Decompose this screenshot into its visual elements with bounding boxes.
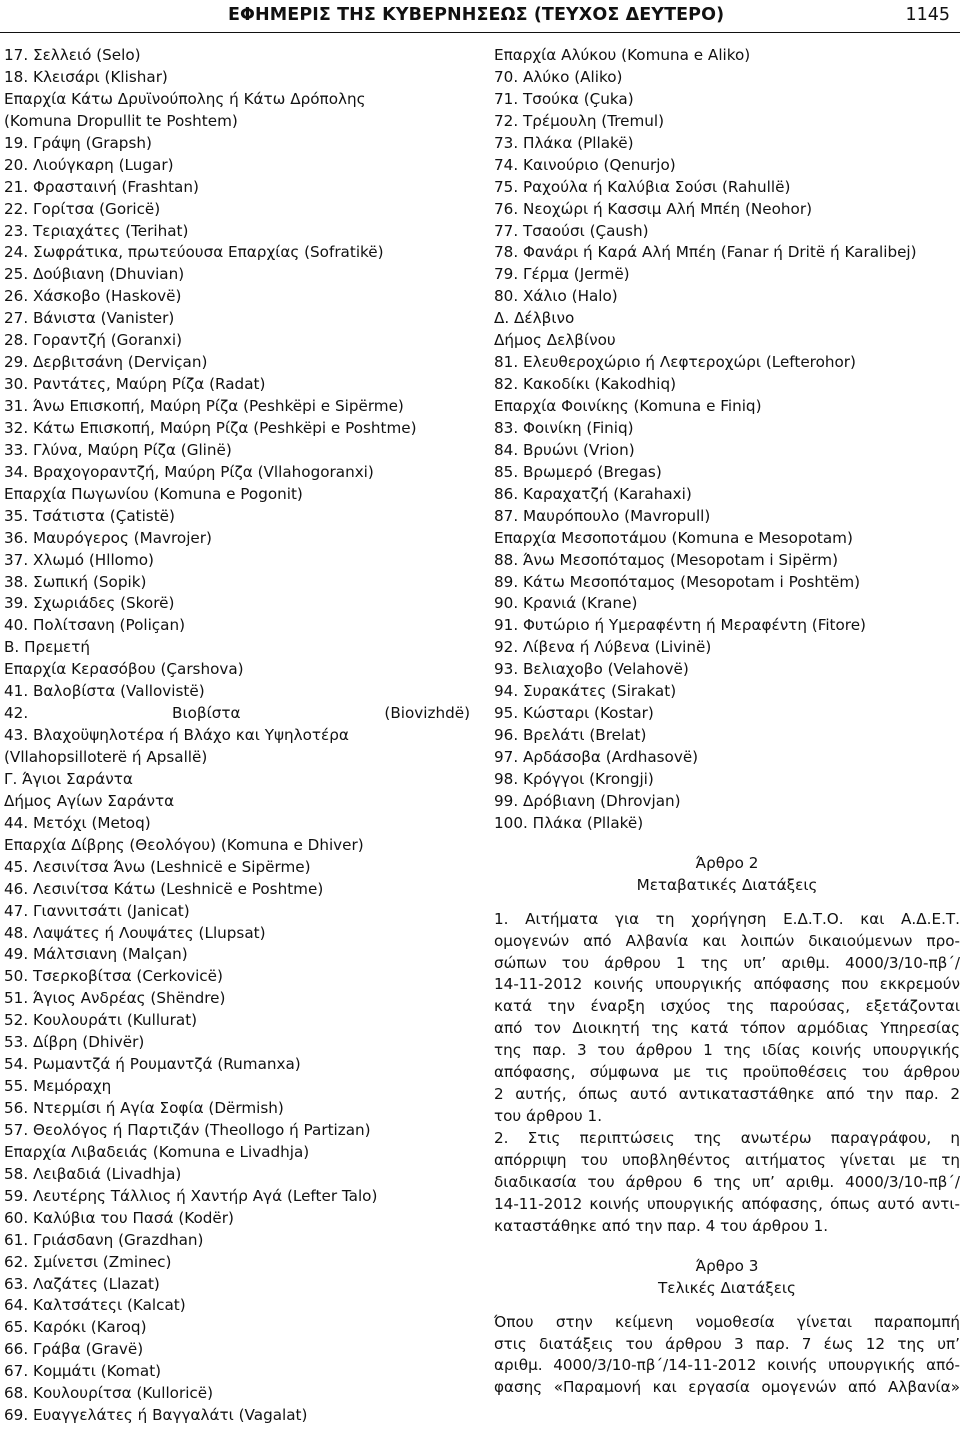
page-number: 1145 [905,5,950,25]
text-line: απόφασης, σύμφωνα με τις προϋποθέσεις του άρθρου [494,1063,960,1082]
text-line: 31. Άνω Επισκοπή, Μαύρη Ρίζα (Peshkëpi e Sipërme) [4,397,404,415]
text-line: 69. Ευαγγελάτες ή Βαγγαλάτι (Vagalat) [4,1406,308,1425]
text-line: Επαρχία Λιβαδειάς (Komuna e Livadhja) [4,1142,310,1161]
text-line: καταστάθηκε από την παρ. 4 του άρθρου 1. [494,1216,829,1235]
text-line: 35. Τσάτιστα (Çatistë) [4,506,175,525]
text-line: 1. Αιτήματα για τη χορήγηση Ε.Δ.Τ.Ο. και Α.Δ.Ε.Τ. [494,909,960,928]
text-line: 72. Τρέμουλη (Tremul) [494,111,665,130]
text-line: 90. Κρανιά (Krane) [494,594,638,613]
text-line: Β. Πρεμετή [4,638,90,657]
village-list-continued [494,45,960,835]
article3-subheading: Τελικές Διατάξεις [658,1278,796,1297]
text-line: Επαρχία Δίβρης (Θεολόγου) (Komuna e Dhiver) [4,835,364,854]
text-line: 68. Κουλουρίτσα (Kulloricë) [4,1384,214,1403]
text-line: Γ. Άγιοι Σαράντα [4,769,133,788]
text-line: από τον Διοικητή της κατά τόπον αρμόδιας Υπηρεσίας [494,1019,960,1038]
text-line: 50. Τσερκοβίτσα (Cerkovicë) [4,967,223,986]
text-line: 53. Δίβρη (Dhivër) [4,1033,145,1052]
text-line: 34. Βραχογοραντζή, Μαύρη Ρίζα (Vllahogoranxi) [4,462,374,481]
right-column [494,45,960,1399]
text-line: ομογενών από Αλβανία και λοιπών δικαιούμενων προ- [494,931,960,950]
article2-body [494,909,960,1238]
text-line: 39. Σχωριάδες (Skorë) [4,594,175,613]
text-line: 84. Βρυώνι (Vrion) [494,440,635,459]
text-line: 62. Σμίνετσι (Zminec) [4,1252,172,1271]
text-line: 40. Πολίτσανη (Poliçan) [4,616,186,635]
spacer [494,897,960,909]
text-line: 63. Λαζάτες (Llazat) [4,1274,160,1293]
text-line: 51. Άγιος Ανδρέας (Shëndre) [4,989,226,1008]
text-line: φασης «Παραμονή και εργασία ομογενών από Αλβανία» [494,1378,960,1397]
text-line: 65. Καρόκι (Karoq) [4,1318,147,1337]
text-line: 23. Τεριαχάτες (Terihat) [4,221,189,240]
text-line: 37. Χλωμό (Hllomo) [4,550,154,569]
text-line: του άρθρου 1. [494,1107,603,1126]
text-line: 48. Λαψάτες ή Λουψάτες (Llupsat) [4,923,266,942]
text-line: κατά την έναρξη ισχύος της παρούσας, εξετάζονται [494,997,960,1016]
text-line: 14-11-2012 κοινής υπουργικής απόφασης που εκκρεμούν [494,975,960,994]
text-line: 73. Πλάκα (Pllakë) [494,133,634,152]
text-line: 67. Κομμάτι (Komat) [4,1362,162,1381]
text-line: 58. Λειβαδιά (Livadhja) [4,1164,182,1183]
text-line: Επαρχία Μεσοποτάμου (Komuna e Mesopotam) [494,528,853,547]
text-line: 24. Σωφράτικα, πρωτεύουσα Επαρχίας (Sofratikë) [4,243,384,262]
text-line: 86. Καραχατζή (Karahaxi) [494,484,692,503]
text-line: αριθμ. 4000/3/10-πβ΄/14-11-2012 κοινής υπουργικής από- [494,1356,960,1375]
text-line: 93. Βελιαχοβο (Velahovë) [494,660,689,679]
text-line: 32. Κάτω Επισκοπή, Μαύρη Ρίζα (Peshkëpi e Poshtme) [4,418,417,437]
text-line: 29. Δερβιτσάνη (Derviçan) [4,353,208,372]
text-line: 71. Τσούκα (Çuka) [494,89,634,108]
text-line: Επαρχία Πωγωνίου (Komuna e Pogonit) [4,484,303,503]
text-line: απόρριψη του υποβληθέντος αιτήματος γίνεται με τη [494,1150,960,1169]
text-line: 60. Καλύβια του Πασά (Kodër) [4,1208,234,1227]
text-line: 2. Στις περιπτώσεις της ανωτέρω παραγράφου, η [494,1129,960,1147]
text-line: 21. Φρασταινή (Frashtan) [4,177,199,196]
text-line: 75. Ραχούλα ή Καλύβια Σούσι (Rahullë) [494,177,791,196]
text-line: 98. Κρόγγοι (Krongji) [494,769,654,788]
text-line: 20. Λιούγκαρη (Lugar) [4,155,174,174]
text-line: 45. Λεσινίτσα Άνω (Leshnicë e Sipërme) [4,857,311,876]
text-line: διαδικασία του άρθρου 6 της υπ’ αριθμ. 4000/3/10-πβ΄/ [494,1172,960,1191]
text-line: 56. Ντερμίσι ή Αγία Σοφία (Dërmish) [4,1099,284,1117]
text-line: 36. Μαυρόγερος (Mavrojer) [4,528,212,547]
text-line: 91. Φυτώριο ή Υμεραφέντη ή Μεραφέντη (Fitore) [494,616,866,635]
article3-heading: Άρθρο 3 [695,1256,759,1275]
text-line: 99. Δρόβιανη (Dhrovjan) [494,791,681,810]
text-line: 25. Δούβιανη (Dhuvian) [4,265,185,284]
text-line: 46. Λεσινίτσα Κάτω (Leshnicë e Poshtme) [4,879,324,898]
text-line: 44. Μετόχι (Metoq) [4,813,151,832]
text-line: 41. Βαλοβίστα (Vallovistë) [4,682,205,701]
text-line: 94. Συρακάτες (Sirakat) [494,682,677,701]
text-line: 85. Βρωμερό (Bregas) [494,462,662,481]
article2-heading: Άρθρο 2 [695,853,759,872]
text-line: 33. Γλύνα, Μαύρη Ρίζα (Glinë) [4,440,232,459]
text-line: 79. Γέρμα (Jermë) [494,265,630,284]
text-line: 100. Πλάκα (Pllakë) [494,813,644,832]
text-line: 14-11-2012 κοινής υπουργικής απόφασης, όπως αυτό αντι- [494,1194,960,1213]
text-line: 78. Φανάρι ή Καρά Αλή Μπέη (Fanar ή Dritë ή Karalibej) [494,243,917,262]
text-line: 74. Καινούριο (Qenurjo) [494,155,676,174]
text-line: 97. Αρδάσοβα (Ardhasovë) [494,748,699,766]
text-line: 87. Μαυρόπουλο (Mavropull) [494,506,711,525]
spacer [494,1238,960,1256]
text-line: 66. Γράβα (Gravë) [4,1340,144,1359]
text-line: 89. Κάτω Μεσοπόταμος (Mesopotam i Poshtëm) [494,572,861,591]
text-line: 95. Κώσταρι (Kostar) [494,704,654,723]
text-line: 88. Άνω Μεσοπόταμος (Mesopotam i Sipërm) [494,550,839,569]
text-line: (Komuna Dropullit te Poshtem) [4,111,238,130]
text-line: 26. Χάσκοβο (Haskovë) [4,287,182,306]
text-line: Όπου στην κείμενη νομοθεσία γίνεται παραπομπή [494,1312,960,1331]
text-line: 77. Τσαούσι (Çaush) [494,221,649,240]
text-line: 27. Βάνιστα (Vanister) [4,309,175,328]
text-line: 55. Μεμόραχη [4,1077,112,1096]
gazette-title: ΕΦΗΜΕΡΙΣ ΤΗΣ ΚΥΒΕΡΝΗΣΕΩΣ (ΤΕΥΧΟΣ ΔΕΥΤΕΡΟ) [228,5,725,25]
text-line: 43. Βλαχοϋψηλοτέρα ή Βλάχο και Υψηλοτέρα [4,726,349,745]
text-line: 19. Γράψη (Grapsh) [4,133,152,152]
text-line: 2 αυτής, όπως αυτό αντικαταστάθηκε από την παρ. 2 [494,1085,960,1104]
text-line: στις διατάξεις του άρθρου 3 παρ. 7 έως 12 της υπ’ [494,1334,960,1353]
text-line: 96. Βρελάτι (Brelat) [494,726,647,745]
article2-subheading: Μεταβατικές Διατάξεις [636,875,818,894]
text-line: 18. Κλεισάρι (Klishar) [4,67,168,86]
text-line: 80. Χάλιο (Halo) [494,287,618,306]
text-line: (Vllahopsilloterë ή Apsallë) [4,748,208,766]
text-line: 30. Ραντάτες, Μαύρη Ρίζα (Radat) [4,375,266,394]
text-line: Δ. Δέλβινο [494,309,575,328]
text-line: 64. Καλτσάτεςι (Kalcat) [4,1296,186,1315]
text-line: 42. Βιοβίστα (Biovizhdë) [4,704,470,723]
text-line: 28. Γοραντζή (Goranxi) [4,331,183,350]
text-line: Επαρχία Αλύκου (Komuna e Aliko) [494,46,751,64]
text-line: 38. Σωπική (Sopik) [4,572,147,591]
left-column [4,45,470,1427]
text-line: 81. Ελευθεροχώριο ή Λεφτεροχώρι (Lefterohor) [494,353,856,372]
text-line: Δήμος Δελβίνου [494,331,616,350]
text-line: 52. Κουλουράτι (Kullurat) [4,1011,198,1030]
text-line: Δήμος Αγίων Σαράντα [4,791,175,810]
text-line: 54. Ρωμαντζά ή Ρουμαντζά (Rumanxa) [4,1055,301,1074]
spacer [494,1300,960,1312]
text-line: 70. Αλύκο (Aliko) [494,67,623,86]
text-line: Επαρχία Κάτω Δρυϊνούπολης ή Κάτω Δρόπολης [4,89,366,108]
text-line: της παρ. 3 του άρθρου 1 της ιδίας κοινής υπουργικής [494,1041,960,1060]
text-line: Επαρχία Κερασόβου (Çarshova) [4,660,244,679]
text-line: σώπων του άρθρου 1 της υπ’ αριθμ. 4000/3/10-πβ΄/ [494,953,960,972]
text-line: 22. Γορίτσα (Goricë) [4,199,161,218]
text-line: 49. Μάλτσιανη (Malçan) [4,945,188,964]
text-line: 57. Θεολόγος ή Παρτιζάν (Theollogo ή Partizan) [4,1120,371,1139]
text-line: Επαρχία Φοινίκης (Komuna e Finiq) [494,397,762,415]
text-line: 92. Λίβενα ή Λύβενα (Livinë) [494,638,712,657]
text-line: 61. Γριάσδανη (Grazdhan) [4,1230,204,1249]
article3-body [494,1312,960,1400]
page-header [0,0,960,33]
text-line: 47. Γιαννιτσάτι (Janicat) [4,901,190,920]
text-line: 83. Φοινίκη (Finiq) [494,418,634,437]
text-line: 82. Κακοδίκι (Kakodhiq) [494,375,677,394]
text-line: 76. Νεοχώρι ή Κασσιμ Αλή Μπέη (Neohor) [494,199,812,218]
text-line: 59. Λευτέρης Τάλλιος ή Χαντήρ Αγά (Lefter Talo) [4,1186,378,1205]
text-line: 17. Σελλειό (Selo) [4,46,141,64]
spacer [494,835,960,853]
